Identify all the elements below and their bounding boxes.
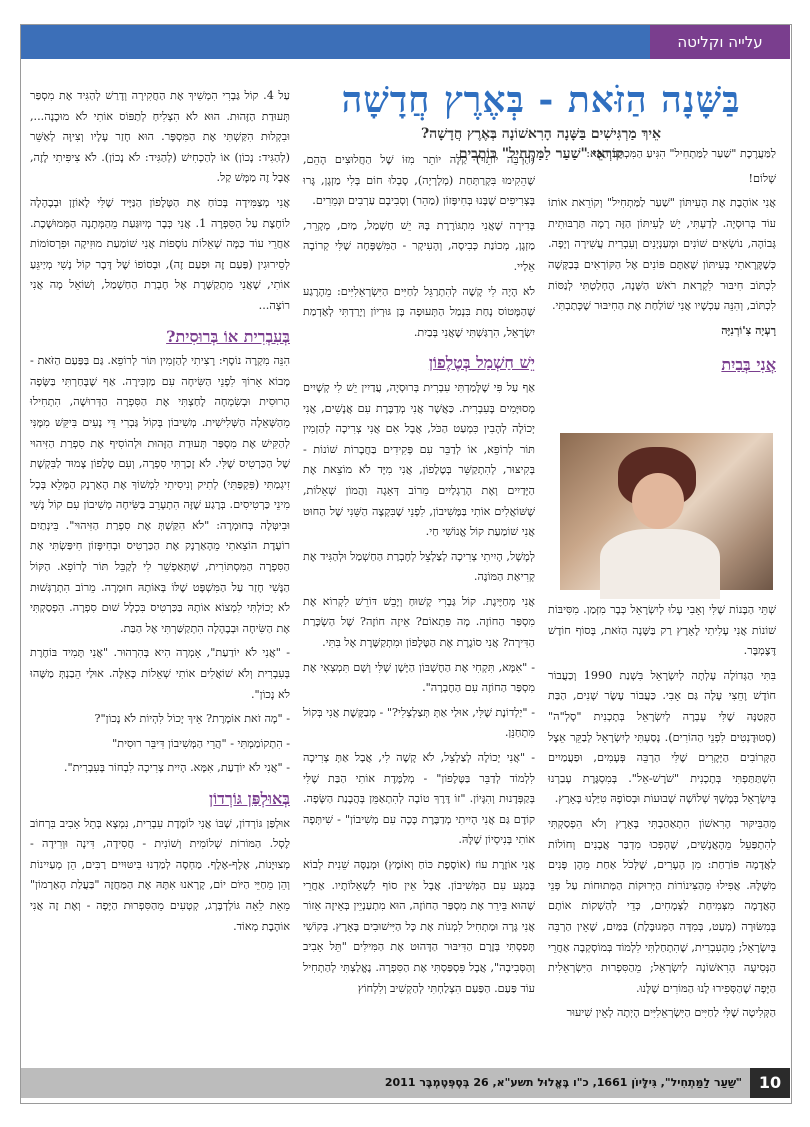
paragraph: מֵהַבִּיקּוּר הָרִאשׁוֹן הִתְאַהַבְתִּי בָּאָרֶץ וְלֹא הִפְסַקְתִּי לְהִתְפַּעֵל מֵהָאֲנָשִׁים, שֶׁהָפְכוּ מִדְבַּר אֲבָנִים וְחוֹלוֹת לַאֲדָמָה פּוֹרַחַת: מִן הֶעָרִים, שֶׁלְּכֹל אַחַת מֵהֶן פָּנִים מִשֶּׁלָּהּ. אֲפִילוּ מֵהַצִּינוֹרוֹת הַיְּרוּקוֹת הַמְּתוּחוֹת עַל פְּנֵי הָאֲדָמָה מִצְּמִיחַת לַצְּמָחִים, כְּדֵי לְהַשְׁקוֹת אוֹתָם בְּמִשּׂוּרָה (מְעַט, בְּמִדָּה הַמְּגוּבֶּלֶת) בַּמַּיִם, שֶׁאֵין הַרְבֵּה בְּיִשְׂרָאֵל; מֵהָעִבְרִית, שֶׁהִתְחַלְתִּי לִלְמוֹד בְּמוֹסְקְבָה אַחֲרֵי הַנְּסִיעָה הָרִאשׁוֹנָה לְיִשְׂרָאֵל; מֵהַסִּפְרוּת הַיִּשְׂרְאֵלִית הַיָּפָה שֶׁהַסְּפִירוּ לָנוּ הַמּוֹרִים שֶׁלָּנוּ. bbox=[548, 816, 776, 995]
section-title-home: אֲנִי בְּבַיִת bbox=[721, 355, 776, 375]
paragraph: לֹא הָיָה לִי קָשֶׁה לְהִתְרַגֵּל לַחַיִּים הַיִּשְׂרְאֵלִיִּים: מֵהָרֶגַע שֶׁהַמָּטוֹס נָחַת בִּנְמַל הַתְּעוּפָה בֶּן גּוּרְיוֹן וְיָרַדְתִּי לְאַדְמַת יִשְׂרָאֵל, הִרְגַּשְׁתִּי שֶׁאֲנִי בְּבַיִת. bbox=[303, 284, 535, 339]
paragraph: אוּלְפַּן גּוֹרְדוֹן, שֶׁבּוֹ אֲנִי לוֹמֶדֶת עִבְרִית, נִמְצָא בְּתֵל אָבִיב בִּרְחוֹב לֶסְל. הַמּוֹרוֹת שְׁלוֹמִית וְשׁוֹנִית - חֲסִידָה, דִּינָה וּוְרִידָה - מְצוּיָּנוֹת, אֶלֶף-אֶלֶף. מַחְסָה לְמַדְנוּ בִּיטּוּיִים רַבִּים, הֵן מְעַיִינוֹת וְהֵן מֵחַיֵּי הַיּוֹם יוֹם, קָרָאנוּ אִתָּהּ אֶת הַמַּחֲזֶה "בַּעֲלַת הָאַרְמוֹן" מֵאֵת לֵאָה גּוֹלְדְבֶּרְג, קְטָעִים מֵהַסִּפְרוּת הַיָּפָה - וְאֶת זֶה אֲנִי אוֹהֶבֶת מְאוֹד. bbox=[30, 816, 290, 933]
paragraph: הִנֵּה מִקְרֶה נוֹסָף: רָצִיתִי לְהַזְמִין תּוֹר לְרוֹפֵא. גַּם בַּפַּעַם הַזֹּאת - מָבוֹא אָרוֹךְ לִפְנֵי הַשִּׂיחָה עִם מַזְכִּירָה. אַף שֶׁבָּחַרְתִּי בַּשָּׂפָה הָרוּסִית וּבְשִׂמְחָה לָחַצְתִּי אֶת הַסִּפְרָה הַדְּרוּשָׁה, הִתְחִילוּ מֵהַשְּׁאֵלָה הַשְּׁלִישִׁית. מְשִׁיבוֹן בְּקוֹל גַּבְרִי דֵּי נָעִים בִּיקֵּשׁ מִמֶּנִּי לְהַקִּישׁ אֶת מִסְפַּר תְּעוּדַת הַזֶּהוּת וּלְהוֹסִיף אֶת סִפְרַת הַזִּיהוּי שֶׁל הַכַּרְטִיס שֶׁלִּי. לֹא זָכַרְתִּי סִפְרָה, וְעִם טֶלֶפוֹן צָמוּד לַבִּקְשָׁת זִיגְמַתִּי (פִּקְפַּתִּי) לְתִיק וְנִיסִיתִי לִמְשׁוֹךְ אֶת הָאַרְנָק הַמָּלֵא בְּכָל מִינֵי כַּרְטִיסִים. בְּרֶגַע שֶׁזֶּה הִתְעָרֵב בַּשִּׂיחָה מְשִׁיבוֹן עִם קוֹל נָשִׁי וּבִיטְּלָה בְּחוּמְרָה: "לֹא הִקַּשְׁתְּ אֶת סִפְרַת הַזִּיהוּי". בֵּינְתַיִם רוֹעֶדֶת הוֹצֵאתִי מֵהָאַרְנָק אֶת הַכַּרְטִיס וּבְחִיפָּזוֹן חִיפַּשְׂתִּי אֶת הַסִּפְרָה הַמִּסְתּוֹרִית, שֶׁתְּאַפְשֵׁר לִי לְקַבֵּל תּוֹר לָרוֹפֵא. הַקּוֹל הַנָּשִׁי חָזַר עַל הַמִּשְׁפָּט שֶׁלּוֹ בְּאוֹתָהּ חוּמְרָה. מֵרוֹב הִתְרַגְּשׁוּת לֹא יָכוֹלְתִּי לִמְצוֹא אוֹתָהּ בַּכַּרְטִיס בִּכְלָל שׁוּם סִפְרָה. הִפְסַקְתִּי אֶת הַשִּׂיחָה וּבְבֶהָלָה הִתְקַשַּׁרְתִּי אֶל הַבַּת. bbox=[30, 354, 290, 635]
paragraph: אֲנִי מְחַיֶּיגֶת. קוֹל גַּבְרִי קָשׁוּחַ וְיָבֵשׁ דּוֹרֵשׁ לִקְרוֹא אֶת מִסְפַּר הַחוֹזֶה. מָה פִּתְאוֹם? אֵיזֶה חוֹזֶה? שֶׁל הַשְׂכָּרַת הַדִּירָה? אֲנִי סוֹגֶרֶת אֶת הַטֶּלֶפוֹן וּמִתְקַשֶּׁרֶת אֶל בִּתִּי. bbox=[303, 594, 535, 650]
paragraph: אַף עַל פִּי שֶׁלָּמַדְתִּי עִבְרִית בְּרוּסְיָה, עֲדַיִין יֵשׁ לִי קְשָׁיִים מְסוּיָּמִים בָּעִבְרִית. כַּאֲשֶׁר אֲנִי מְדַבֶּרֶת עִם אֲנָשִׁים, אֲנִי יְכוֹלָה לְהָבִין כִּמְעַט הַכֹּל, אֲבָל אִם אֲנִי צְרִיכָה לְהַזְמִין תּוֹר לְרוֹפֵא, אוֹ לְדַבֵּר עִם פְּקִידִים בַּחֲבָרוֹת שׁוֹנוֹת - בְּקִיצּוּר, לְהִתְקַשֵּׁר בְּטֶלֶפוֹן, אֲנִי מִיָּד לֹא מוֹצֵאת אֶת הַיָּדַיִים וְאֶת הָרַגְלַיִים מֵרוֹב דְּאָגָה וַהֲמוֹן שְׁאֵלוֹת, שֶׁשּׁוֹאֲלִים אוֹתִי בַּמֶּשִׁיבוֹן, לִפְנֵי שֶׁבִּקְצֶה הַשֵּׁנִי שֶׁל הַחוּט אֲנִי שׁוֹמַעַת קוֹל אֱנוֹשִׁי חַי. bbox=[303, 380, 535, 539]
paragraph: לְמָשָׁל, הָיִיתִי צְרִיכָה לְצַלְצֵל לְחֶבְרַת הַחַשְׁמַל וּלְהַגִּיד אֶת קְרִיאַת הַמּוֹנֶה. bbox=[303, 549, 535, 584]
paragraph: אֲנִי אוֹהֶבֶת אֶת הָעִיתּוֹן "שַׁעַר לַמַּתְחִיל" וְקוֹרֵאת אוֹתוֹ עוֹד בְּרוּסְיָה. לְדַעְתִּי, יֵשׁ לָעִיתּוֹן הַזֶּה רָמָה תַּרְבּוּתִית גְּבוֹהָה, נוֹשְׂאִים שׁוֹנִים וּמְעַנְיְנִים וְעִבְרִית עֲשִׁירָה וְיָפָה. כְּשֶׁקָּרָאתִי בָּעִיתּוֹן שֶׁאַתֶּם פּוֹנִים אֶל הַקּוֹרְאִים בְּבַקָּשָׁה לִכְתּוֹב חִיבּוּר לִקְרַאת רֹאשׁ הַשָּׁנָה, הֶחְלַטְתִּי לְנַסּוֹת לִכְתּוֹב, וְהִנֵּה עַכְשָׁיו אֲנִי שׁוֹלַחַת אֶת הַחִיבּוּר שֶׁכָּתַבְתִּי. bbox=[548, 196, 776, 313]
paragraph: שָׁלוֹם! bbox=[748, 171, 776, 185]
section-title-ulpan: בְּאוּלְפַּן גּוֹרְדוֹן bbox=[208, 789, 290, 808]
paragraph: שְׁתֵּי הַבָּנוֹת שֶׁלִּי וְאָבִי עָלוּ לְיִשְׂרָאֵל כְּבָר מִזְּמַן. מִסִּיבּוֹת שׁוֹנוֹת אֲנִי עָלִיתִי לָאָרֶץ רַק בַּשָּׁנָה הַזֹּאת, בְּסוֹף חוֹדֶשׁ דֶּצֶמְבֶּר. bbox=[548, 603, 776, 658]
column-right-body bbox=[548, 600, 776, 1028]
subtitle-line-1: אֵיךְ מַרְגִּישִׁים בַּשָּׁנָה הָרִאשׁוֹנָה בְּאֶרֶץ חֲדָשָׁה? bbox=[420, 126, 662, 142]
paragraph: בִּתִּי הַגְּדוֹלָה עָלְתָה לְיִשְׂרָאֵל בִּשְׁנַת 1990 וְכַעֲבוֹר חוֹדֶשׁ וָחֵצִי עָלָה גַּם אָבִי. כַּעֲבוֹר עֶשֶׂר שָׁנִים, הַבַּת הַקְּטַנָּה שֶׁלִּי עָבְרָה לְיִשְׂרָאֵל בְּתָכְנִית "סָלְ"ה" (סְטוּדֶנְטִים לִפְנֵי הַהוֹרִים). נָסַעְתִּי לְיִשְׂרָאֵל לְבַקֵּר אֵצֶל הַקְּרוֹבִים הַיְּקָרִים שֶׁלִּי הַרְבֵּה פְּעָמִים, וּפַעֲמַיִים הִשְׁתַּתַּפְתִּי בְּתָכְנִית "שֹׁרֶשׁ-אֵל". בְּמִסְגֶּרֶת עָבַרְנוּ בְּיִשְׂרָאֵל בְּמֶשֶׁךְ שְׁלוֹשָׁה שָׁבוּעוֹת וּבְסוֹפָהּ טִיַּלְנוּ בָּאָרֶץ. bbox=[548, 668, 777, 806]
paragraph: - "אֲנִי לֹא יוֹדַעַת", אָמְרָה הִיא בְּהִרְהוּר. "אֲנִי תָּמִיד בּוֹחֶרֶת בְּעִבְרִית וְלֹא שׁוֹאֲלִים אוֹתִי שְׁאֵלוֹת כָּאֵלֶּה. אוּלַי הֵבַנְתְּ מַשֶּׁהוּ לֹא נָכוֹן". bbox=[30, 646, 290, 701]
author-photo bbox=[560, 433, 773, 590]
signature: רָעְיָה צִ'וֹרְנִיָּה bbox=[721, 323, 776, 337]
paragraph: עַל 4. קוֹל גַּבְרִי הִמְשִׁיךְ אֶת הַחֲקִירָה וְדָרַשׁ לְהַגִּיד אֶת מִסְפַּר תְּעוּדַת הַזֶּהוּת. הוּא לֹא הִצְלִיחַ לְתַפּוֹס אוֹתִי לֹא מוּכָנָה..., וּבִקְלוּת הִקַּשְׁתִּי אֶת הַמִּסְפָּר. הוּא חָזַר עָלָיו וְצִיוָּה לְאַשֵּׁר (לְהַגִּיד: נָכוֹן) אוֹ לְהַכְחִישׁ (לְהַגִּיד: לֹא נָכוֹן). לֹא צִיפִּיתִי לָזֶה, אֲבָל זֶה מַמָּשׁ קַל. bbox=[30, 89, 290, 185]
section-title-hebrew-or-russian: בְּעִבְרִית אוֹ בְּרוּסִית? bbox=[166, 326, 290, 346]
page-number: 10 bbox=[750, 1068, 790, 1098]
paragraph: - הִתְקוֹמַמְתִּי - "הֲרֵי הַמְּשִׁיבוֹן דִּיבֵּר רוּסִית" bbox=[112, 736, 290, 750]
section-header-bar bbox=[21, 25, 790, 59]
paragraph: - "אֲנִי לֹא יוֹדַעַת, אִמָּא. הָיִית צְרִיכָה לִבְחוֹר בְּעִבְרִית". bbox=[63, 761, 290, 775]
paragraph: לַמַּעֲרֶכֶת "שַׁעַר לַמַּתְחִיל" הִגִּיעַ הַמִּכְתָּב הַבָּא: bbox=[586, 147, 776, 160]
page-footer bbox=[21, 1068, 790, 1098]
paragraph: אֲנִי מְצַמִּידָה בְּכוֹחַ אֶת הַטֶּלֶפוֹן הַנַּיָּיד שֶׁלִּי לָאוֹזֶן וּבְבֶהָלָה לוֹחֶצֶת עַל הַסִּפְרָה 1. אֲנִי כְּבָר מְיוּגַּעַת מֵהַמְּתָנָה הַמְּמוּשֶׁכֶת. אַחֲרֵי עוֹד כַּמָּה שְׁאֵלוֹת נוֹסָפוֹת אֲנִי שׁוֹמַעַת מוּזִיקָה וּפִרְסוֹמוֹת לְסֵירוּגִין (פַּעַם זֶה וּפַעַם זֶה), וּבְסוֹפוֹ שֶׁל דָּבָר קוֹל נָשִׁי מְיַיגֵּעַ אוֹתִי, שֶׁאֲנִי מִתְקַשֶּׁרֶת אֶל חֶבְרַת הַחַשְׁמַל, וְשׁוֹאֵל מָה אֲנִי רוֹצָה... bbox=[30, 195, 290, 312]
article-title: בַּשָּׁנָה הַזֹּאת - בְּאֶרֶץ חֲדָשָׁה bbox=[341, 79, 741, 121]
paragraph: (הַרְבֵּה יוֹתֵר) קַלָּה יוֹתֵר מִזּוֹ שֶׁל הַחֲלוּצִים הָהֵם, שֶׁהֵקִימוּ בִּקְרַתְּחַת (מְלָרְיָה), סָבְלוּ חוֹם בְּלִי מַזְגָן, גָּרוּ בְּצְרִיפִים שֶׁבָּנוּ בְּחִיפָּזוֹן (מַהֵר) וְסְבִיבָם עַרְבִים וּנְמֵרִים. bbox=[303, 153, 535, 208]
paragraph: אֲנִי אוֹזֶרֶת עוֹז (אוֹסֶפֶת כּוֹחַ וְאוֹמֶץ) וּמְנַסָּה שֵׁנִית לְבוֹא בְּמַגָּע עִם הַמְּשִׁיבוֹן. אֲבָל אֵין סוֹף לִשְׁאֵלוֹתָיו. אַחֲרֵי שֶׁהוּא בֵּירֵר אֶת מִסְפַּר הַחוֹזֶה, הוּא מִתְעַנְיֵין בְּאֵיזֶה אֵזוֹר אֲנִי גָּרָה וּמַתְחִיל לִמְנוֹת אֶת כָּל הַיִּישׁוּבִים בָּאָרֶץ. בְּקוֹשִׁי תָּפַסְתִּי בְּזֶרֶם הַדִּיבּוּר הַדָּהוּט אֶת הַמִּילִּים "תֵּל אָבִיב וְהַסְּבִיבָה", אֲבָל פִּסְפַּסְתִּי אֶת הַסִּפְרָה. נֶאֱלַצְתִּי לְהַתְחִיל עוֹד פַּעַם. הַפַּעַם הִצְלַחְתִּי לְהַקְשִׁיב וְלִלְחוֹץ bbox=[303, 858, 535, 995]
paragraph: - "אֲנִי יְכוֹלָה לְצַלְצֵל, לֹא קָשֶׁה לִי, אֲבָל אַתְּ צְרִיכָה לִלְמוֹד לְדַבֵּר בַּטֶּלֶפוֹן" - מְלַמֶּדֶת אוֹתִי הַבַּת שֶׁלִּי בְּקַפְּדָנוּת וְהִגָּיוֹן. "זוֹ דֶּרֶךְ טוֹבָה לְהִתְאַמֵּן בְּהֲבָנַת הַשָּׂפָה. קוֹדֶם גַּם אֲנִי הָיִיתִי מְדַבֶּרֶת כָּכָה עִם מְשִׁיבוֹן" - שִׁיתְּפָה אוֹתִי בְּנִיסְיוֹן שֶׁלָּהּ. bbox=[303, 751, 535, 847]
section-title-phone: יֵשׁ חַשְׁמַל בְּטֶלֶפוֹן bbox=[428, 353, 535, 373]
column-left bbox=[30, 86, 290, 941]
paragraph: - "מָה זֹאת אוֹמֶרֶת? אֵיךְ יָכוֹל לִהְיוֹת לֹא נָכוֹן"? bbox=[94, 712, 290, 726]
footer-issue-text: "שַׁעַר לַמַּתְחִיל", גִּילָּיוֹן 1661, כ"ו בֶּאֱלוּל תשע"א, 26 בְּסֶפְּטֶמְבֶּר 2011 bbox=[384, 1076, 742, 1089]
paragraph: הַקְּלִיטָה שֶׁלִּי לַחַיִּים הַיִּשְׂרְאֵלִיִּים הָיְתָה לְאֵין שִׁיעוּר bbox=[566, 1006, 776, 1020]
photo-face bbox=[632, 473, 684, 529]
paragraph: - "אִמָּא, תִּקְחִי אֶת הַחֶשְׁבּוֹן הַיָּשָׁן שֶׁלִּי וְשָׁם תִּמְצְאִי אֶת מִסְפַּר הַחוֹזֶה עִם הַחֶבְרָה". bbox=[303, 660, 535, 695]
subtitle-line-2: קוֹרְאֵי "שַׁעַר לַמַּתְחִיל" כּוֹתְבִים bbox=[458, 146, 624, 162]
paragraph: בְּדִירָה שֶׁאֲנִי מִתְגּוֹרֶרֶת בָּהּ יֵשׁ חַשְׁמַל, מַיִם, מְקָרֵר, מַזְגָן, מְכוֹנַת כְּבִיסָה, וְהָעִיקָר - הַמִּשְׁפָּחָה שֶׁלִּי קְרוֹבָה אֵלַיי. bbox=[303, 218, 535, 273]
column-middle bbox=[303, 150, 535, 1003]
section-tab: עלייה וקליטה bbox=[650, 25, 790, 59]
photo-body bbox=[600, 529, 720, 599]
column-right bbox=[548, 144, 776, 380]
paragraph: - "יַלְדוֹנֶת שֶׁלִּי, אוּלַי אַתְּ תְּצַלְצְלִי?" - מְבַקֶּשֶׁת אֲנִי בְּקוֹל מִתְחַנֵּן. bbox=[303, 705, 535, 740]
